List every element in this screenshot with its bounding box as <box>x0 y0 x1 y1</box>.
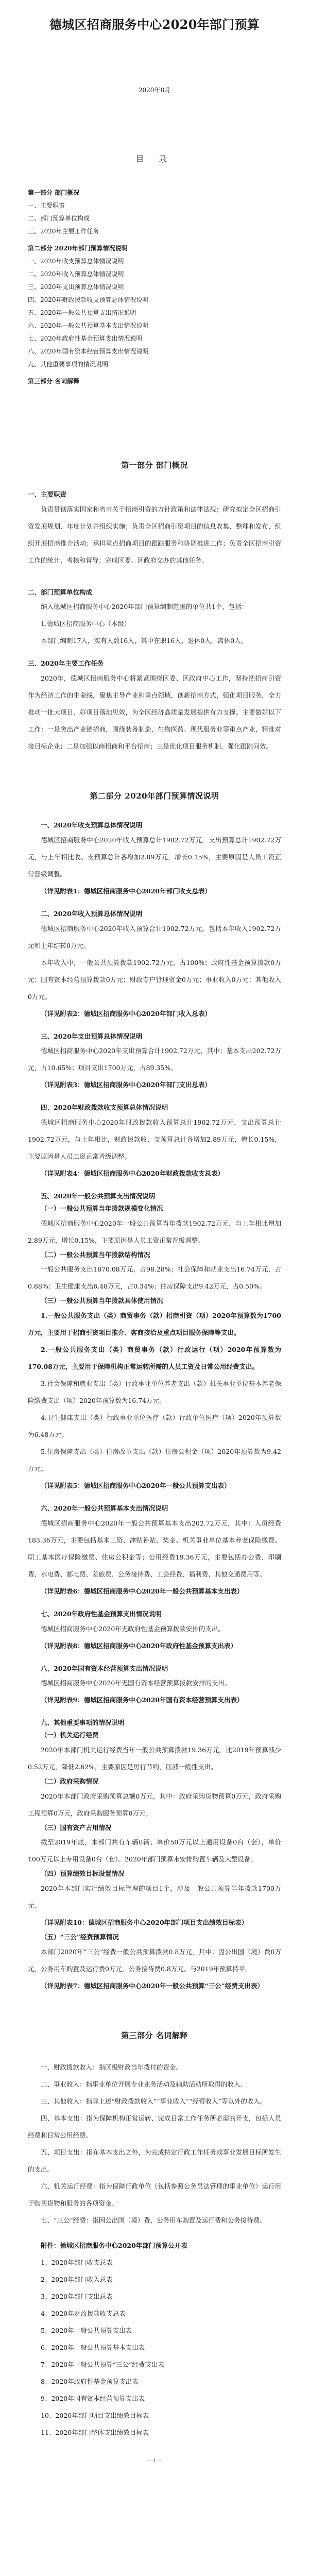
paragraph: 德城区招商服务中心2020年无国有资本经营预算拨款安排的支出。 <box>41 1679 231 1687</box>
paragraph: 2020年本部门政府采购预算总额0万元，其中：政府采购货物预算0万元，政府采购工程预算0万元，政府采购服务预算0万元。 <box>28 1792 281 1817</box>
part3-heading: 第三部分 名词解释 <box>121 2030 188 2040</box>
glossary-item: 三、其他收入：指除上述“财政拨款收入”“事业收入”“经营收入”等以外的收入。 <box>41 2097 267 2105</box>
paragraph: 纳入德城区招商服务中心2020年部门预算编制范围的单位共1个，包括： <box>41 603 248 611</box>
appendix-item[interactable]: 7、2020年一般公共预算“三公”经费支出表 <box>41 2360 165 2368</box>
toc-item[interactable]: 二、2020年收入预算总体情况说明 <box>28 270 124 278</box>
paragraph: 2020年，德城区招商服务中心将紧紧围绕区委、区政府中心工作，坚持把招商引资作为经济工作的生命线，聚焦主导产业和重点领域，创新招商方式，强化项目服务，全力推动一批大项目、好项目落地见效，为全区经济高质量发展提供有力支撑。主要做好以下工作：一是突出产业链招商，围绕装备制造、生物医药、现代服务业等重点产业，精准对接目标企业；二是加强以商招商和平台招商；三是优化项目服务机制，强化跟踪问效。 <box>28 674 281 751</box>
part1-heading: 第一部分 部门概况 <box>121 460 188 470</box>
toc-part-1[interactable]: 第一部分 部门概况 <box>28 189 80 196</box>
toc-part-3[interactable]: 第三部分 名词解释 <box>28 377 80 385</box>
table-reference: （详见附表4：德城区招商服务中心2020年财政拨款收支总表） <box>41 1170 224 1178</box>
part2-section-heading: 三、2020年支出预算总体情况说明 <box>41 1032 143 1040</box>
paragraph: 2020年本部门机关运行经费当年一般公共预算拨款19.36万元，比2019年预算减少0.52万元，降低2.62%，主要原因是厉行节约，压减一般性支出。 <box>28 1745 281 1771</box>
appendix-item[interactable]: 1、2020年部门收支总表 <box>41 2258 113 2266</box>
document-date: 2020年8月 <box>138 86 171 94</box>
part2-section-heading: 一、2020年收支预算总体情况说明 <box>41 821 143 829</box>
part2-section-heading: 九、其他重要事项的情况说明 <box>41 1719 125 1727</box>
sub-heading: （二）政府采购情况 <box>41 1777 99 1785</box>
appendix-item[interactable]: 3、2020年部门支出总表 <box>41 2292 113 2300</box>
toc-item[interactable]: 七、2020年政府性基金预算支出情况说明 <box>28 334 143 342</box>
appendix-item[interactable]: 8、2020年政府性基金预算支出表 <box>41 2377 139 2385</box>
paragraph: 德城区招商服务中心2020年无政府性基金预算拨款安排的支出。 <box>41 1624 225 1633</box>
part2-section-heading: 七、2020年政府性基金预算支出情况说明 <box>41 1609 162 1618</box>
document-title: 德城区招商服务中心2020年部门预算 <box>49 17 260 32</box>
appendix-item[interactable]: 9、2020年国有资本经营预算支出表 <box>41 2394 145 2402</box>
paragraph: 本部门编制17人，实有人数16人，其中在职16人，退休0人，离休0人。 <box>41 637 248 645</box>
paragraph: 1.一般公共服务支出（类）商贸事务（款）招商引资（项）2020年预算数为1700万元，主要用于招商引资项目推介、客商接洽及重点项目服务保障等支出。 <box>28 1312 281 1337</box>
appendix-item[interactable]: 5、2020年一般公共预算支出表 <box>41 2326 132 2334</box>
table-reference: （详见附表10：德城区招商服务中心2020年部门项目支出绩效目标表） <box>41 1919 248 1927</box>
table-reference: （详见附表1：德城区招商服务中心2020年部门收支总表） <box>41 887 211 895</box>
toc-item[interactable]: 一、2020年收支预算总体情况说明 <box>28 257 124 265</box>
toc-item[interactable]: 五、2020年一般公共预算支出情况说明 <box>28 309 136 316</box>
appendix-item[interactable]: 4、2020年财政拨款收支总表 <box>41 2309 126 2317</box>
table-reference: （详见附表5：德城区招商服务中心2020年一般公共预算支出表） <box>41 1482 231 1490</box>
paragraph: 德城区招商服务中心2020年一般公共预算当年拨款1902.72万元，与上年相比增加2.89万元，增长0.15%，主要原因是人员工资正常晋级调整。 <box>28 1219 281 1244</box>
paragraph: 德城区招商服务中心2020年一般公共预算基本支出202.72万元，其中：人员经费183.36万元，主要包括基本工资、津贴补贴、奖金、机关事业单位基本养老保险缴费、职工基本医疗保险缴费、住房公积金等；公用经费19.36万元，主要包括办公费、印刷费、水电费、邮电费、差旅费、公务接待费、工会经费、福利费、其他交通费用等。 <box>28 1519 281 1578</box>
paragraph: 2020年本部门实行绩效目标管理的项目1个，涉及一般公共预算当年拨款1700万元。 <box>28 1885 281 1910</box>
toc-item[interactable]: 二、部门预算单位构成 <box>28 214 90 222</box>
page-number: — 1 — <box>147 2458 162 2464</box>
part1-section-heading: 二、部门预算单位构成 <box>28 588 93 596</box>
sub-heading: （一）机关运行经费 <box>41 1731 99 1739</box>
unit-list-item: 1.德城区招商服务中心（本级） <box>41 620 131 628</box>
part1-section-heading: 三、2020年主要工作任务 <box>28 659 104 668</box>
paragraph: 德城区招商服务中心2020年支出预算合计1902.72万元，其中：基本支出202.72万元，占10.65%；项目支出1700万元，占89.35%。 <box>28 1047 281 1072</box>
sub-heading: （三）国有资产占用情况 <box>41 1823 112 1832</box>
glossary-item: 四、基本支出：指为保障机构正常运转、完成日常工作任务所必需的开支，包括人员经费和日常公用经费。 <box>28 2114 281 2139</box>
table-of-contents <box>28 187 281 388</box>
part2-section-heading: 八、2020年国有资本经营预算支出情况说明 <box>41 1664 168 1672</box>
paragraph: 5.住房保障支出（类）住房改革支出（款）住房公积金（项）2020年预算数为9.42万元。 <box>28 1448 281 1473</box>
toc-heading: 目 录 <box>135 154 174 164</box>
table-reference: （详见附表2：德城区招商服务中心2020年部门收入总表） <box>41 1009 211 1018</box>
paragraph: 4.卫生健康支出（类）行政事业单位医疗（款）行政单位医疗（项）2020年预算数为6.48万元。 <box>28 1414 281 1439</box>
table-reference: （详见附表6：德城区招商服务中心2020年一般公共预算基本支出表） <box>41 1587 244 1595</box>
toc-item[interactable]: 八、2020年国有资本经营预算支出情况说明 <box>28 347 149 355</box>
sub-heading: （四）预算绩效目标设置情况 <box>41 1870 125 1878</box>
glossary-item: 二、事业收入：指事业单位开展专业业务活动及辅助活动所取得的收入。 <box>41 2080 247 2088</box>
sub-heading: （二）一般公共预算当年拨款结构情况 <box>41 1250 150 1259</box>
paragraph: 3.社会保障和就业支出（类）行政事业单位养老支出（款）机关事业单位基本养老保险缴费支出（项）2020年预算数为16.74万元。 <box>28 1380 281 1405</box>
paragraph: 一般公共服务支出1870.08万元，占98.28%；社会保障和就业支出16.74万元，占0.88%；卫生健康支出6.48万元，占0.34%；住房保障支出9.42万元，占0.50%。 <box>28 1265 281 1291</box>
paragraph: 截至2019年底，本部门共有车辆0辆；单价50万元以上通用设备0台（套），单价100万元以上专用设备0台（套）。2020年部门预算未安排购置车辆及大型设备。 <box>28 1838 281 1863</box>
toc-item[interactable]: 四、2020年财政拨款收支预算总体情况说明 <box>28 296 149 303</box>
appendix-item[interactable]: 6、2020年一般公共预算基本支出表 <box>41 2343 145 2351</box>
table-reference: （详见附表7：德城区招商服务中心2020年一般公共预算“三公”经费支出表） <box>41 1981 264 1990</box>
part1-section-heading: 一、主要职责 <box>28 490 67 498</box>
paragraph: 本部门2020年“三公”经费一般公共预算拨款0.8万元，其中：因公出国（境）费0万元，公务用车购置及运行费0万元，公务接待费0.8万元。与2019年预算持平。 <box>28 1947 281 1973</box>
table-reference: （详见附表3：德城区招商服务中心2020年部门支出总表） <box>41 1081 211 1089</box>
part2-section-heading: 六、2020年一般公共预算基本支出情况说明 <box>41 1504 168 1513</box>
paragraph: 负责贯彻落实国家和省市关于招商引资的方针政策和法律法规；研究拟定全区招商引资发展规划、年度计划并组织实施；负责全区招商引资项目的信息收集、整理和发布，组织开展招商推介活动；承担重点招商项目的跟踪服务和协调推进工作；负责全区招商引资工作的统计、考核和督导；完成区委、区政府交办的其他任务。 <box>28 505 281 564</box>
paragraph: 德城区招商服务中心2020年收入预算合计1902.72万元，包括本年收入1902.72万元和上年结转0万元。 <box>28 924 281 950</box>
sub-heading: （一）一般公共预算当年拨款规模变化情况 <box>41 1204 163 1212</box>
glossary-item: 七、“三公”经费：指因公出国（境）费、公务用车购置及运行费和公务接待费。 <box>41 2216 266 2224</box>
part2-section-heading: 二、2020年收入预算总体情况说明 <box>41 909 143 918</box>
paragraph: 德城区招商服务中心2020年财政拨款收入预算总计1902.72万元，支出预算总计1902.72万元，与上年相比，财政拨款收、支预算总计各增加2.89万元，增长0.15%，主要原因是人员工资正常晋级调整。 <box>28 1118 281 1161</box>
appendix-item[interactable]: 10、2020年部门项目支出绩效目标表 <box>41 2411 149 2419</box>
glossary-item: 五、项目支出：指在基本支出之外，为完成特定行政工作任务或事业发展目标所发生的支出。 <box>28 2148 281 2173</box>
table-reference: （详见附表9：德城区招商服务中心2020年国有资本经营预算支出表） <box>41 1696 244 1704</box>
part2-section-heading: 五、2020年一般公共预算支出情况说明 <box>41 1192 156 1200</box>
toc-item[interactable]: 三、2020年支出预算总体情况说明 <box>28 283 124 291</box>
sub-heading: （三）一般公共预算当年拨款具体使用情况 <box>41 1297 163 1305</box>
paragraph: 2.一般公共服务支出（类）商贸事务（款）行政运行（项）2020年预算数为170.08万元，主要用于保障机构正常运转所需的人员工资及日常公用经费支出。 <box>28 1346 281 1371</box>
glossary-item: 一、财政拨款收入：指区级财政当年拨付的资金。 <box>41 2063 183 2071</box>
appendix-item[interactable]: 11、2020年部门整体支出绩效目标表 <box>41 2428 149 2436</box>
glossary-item: 六、机关运行经费：指为保障行政单位（包括参照公务员法管理的事业单位）运行用于购买货物和服务的各项资金。 <box>28 2182 281 2207</box>
table-reference: （详见附表8：德城区招商服务中心2020年政府性基金预算支出表） <box>41 1641 237 1650</box>
toc-item[interactable]: 九、其他重要事项的情况说明 <box>28 360 109 368</box>
toc-part-2[interactable]: 第二部分 2020年部门预算情况说明 <box>28 244 128 252</box>
toc-item[interactable]: 一、主要职责 <box>28 201 65 209</box>
appendix-item[interactable]: 2、2020年部门收入总表 <box>41 2275 113 2283</box>
appendix-label: 附件：德城区招商服务中心2020年部门预算公开表 <box>41 2241 187 2249</box>
sub-heading: （五）“三公”经费预算情况 <box>41 1933 119 1941</box>
part2-heading: 第二部分 2020年部门预算情况说明 <box>90 791 219 801</box>
toc-item[interactable]: 六、2020年一般公共预算基本支出情况说明 <box>28 321 149 329</box>
toc-item[interactable]: 三、2020年主要工作任务 <box>28 227 99 235</box>
paragraph: 本年收入中，一般公共预算拨款1902.72万元，占100%；政府性基金预算拨款0万元；国有资本经营预算拨款0万元；财政专户管理资金0万元；事业收入0万元；其他收入0万元。 <box>28 958 281 1001</box>
part2-section-heading: 四、2020年财政拨款收支预算总体情况说明 <box>41 1104 168 1112</box>
paragraph: 德城区招商服务中心2020年收入预算总计1902.72万元，支出预算总计1902.72万元，与上年相比收、支预算总计各增加2.89万元，增长0.15%，主要原因是人员工资正常晋级调整。 <box>28 836 281 878</box>
